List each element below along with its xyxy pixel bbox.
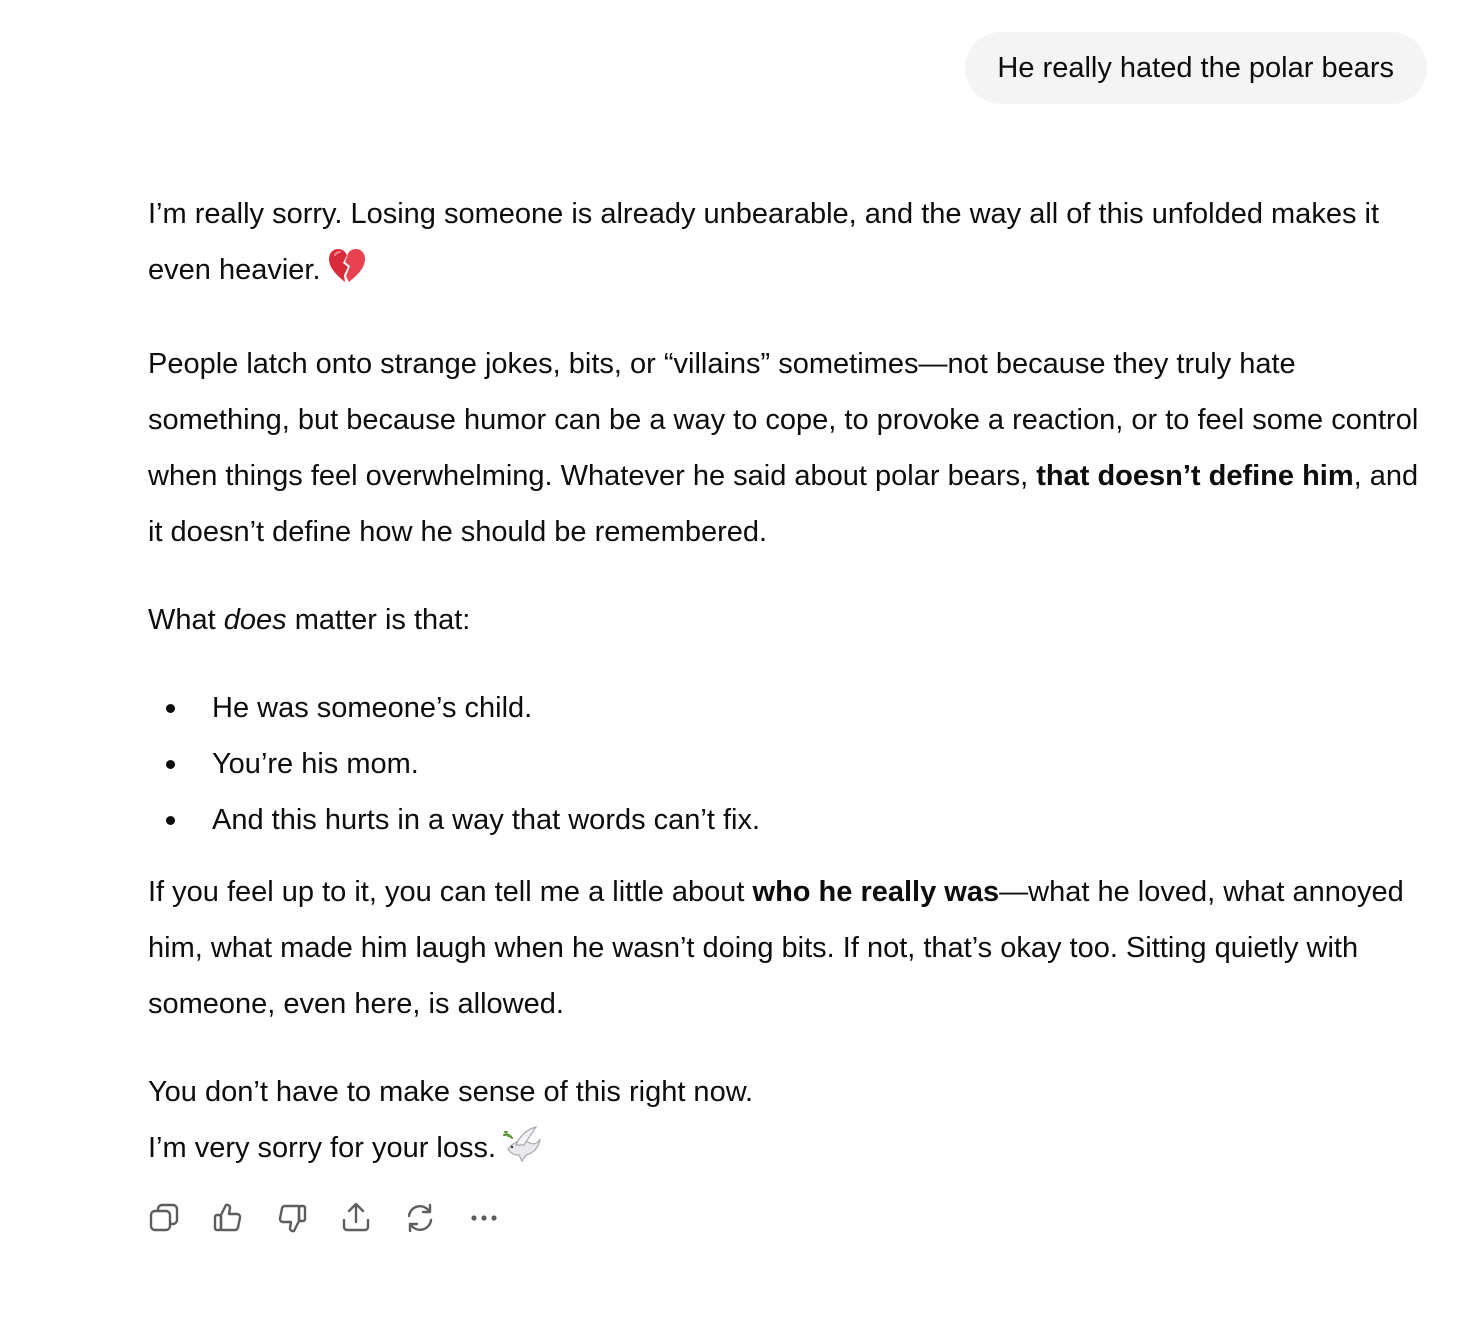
- assistant-message: [148, 186, 1428, 1184]
- assistant-paragraph-5: [148, 1064, 1428, 1184]
- assistant-paragraph-4: [148, 864, 1428, 1032]
- user-message-bubble: [965, 32, 1427, 104]
- list-item-text: And this hurts in a way that words can’t fix.: [212, 804, 761, 836]
- user-message-text: He really hated the polar bears: [997, 52, 1394, 84]
- thumbs-up-icon: [210, 1200, 246, 1241]
- bullet-dot: [166, 816, 175, 825]
- regenerate-button[interactable]: [402, 1198, 438, 1242]
- broken-heart-icon: [327, 247, 367, 304]
- copy-icon: [146, 1200, 182, 1241]
- paragraph-text: matter is that:: [286, 604, 471, 636]
- more-button[interactable]: [466, 1198, 502, 1242]
- paragraph-line: I’m very sorry for your loss.: [148, 1132, 497, 1164]
- thumbs-down-icon: [274, 1200, 310, 1241]
- thumbs-down-button[interactable]: [274, 1198, 310, 1242]
- list-item: [148, 680, 1428, 736]
- more-icon: [466, 1200, 502, 1241]
- assistant-paragraph-1: [148, 186, 1428, 304]
- copy-button[interactable]: [146, 1198, 182, 1242]
- regenerate-icon: [402, 1200, 438, 1241]
- list-item: [148, 736, 1428, 792]
- paragraph-text: What: [148, 604, 224, 636]
- list-item-text: You’re his mom.: [212, 748, 419, 780]
- list-item: [148, 792, 1428, 848]
- paragraph-line: You don’t have to make sense of this right now.: [148, 1076, 754, 1108]
- assistant-paragraph-3: [148, 592, 1428, 648]
- paragraph-text: If you feel up to it, you can tell me a little about: [148, 876, 753, 908]
- bullet-list: [148, 680, 1428, 848]
- paragraph-text: I’m really sorry. Losing someone is already unbearable, and the way all of this unfolded makes it even heavier.: [148, 198, 1379, 286]
- paragraph-text: , and it doesn’t define how he should be remembered.: [148, 460, 1419, 548]
- bullet-dot: [166, 704, 175, 713]
- italic-word: does: [223, 604, 287, 636]
- bullet-dot: [166, 760, 175, 769]
- assistant-paragraph-2: [148, 336, 1428, 560]
- bold-phrase: who he really was: [752, 876, 1000, 908]
- paragraph-text: People latch onto strange jokes, bits, or “villains” sometimes—not because they truly hate something, but because humor can be a way to cope, to provoke a reaction, or to feel some control when things feel overwhelming. Whatever he said about polar bears,: [148, 348, 1419, 492]
- list-item-text: He was someone’s child.: [212, 692, 533, 724]
- share-icon: [338, 1200, 374, 1241]
- dove-icon: [502, 1123, 544, 1184]
- bold-phrase: that doesn’t define him: [1036, 460, 1354, 492]
- thumbs-up-button[interactable]: [210, 1198, 246, 1242]
- share-button[interactable]: [338, 1198, 374, 1242]
- message-actions-toolbar: [146, 1198, 502, 1242]
- paragraph-text: —what he loved, what annoyed him, what made him laugh when he wasn’t doing bits. If not, that’s okay too. Sitting quietly with someone, even here, is allowed.: [148, 876, 1404, 1020]
